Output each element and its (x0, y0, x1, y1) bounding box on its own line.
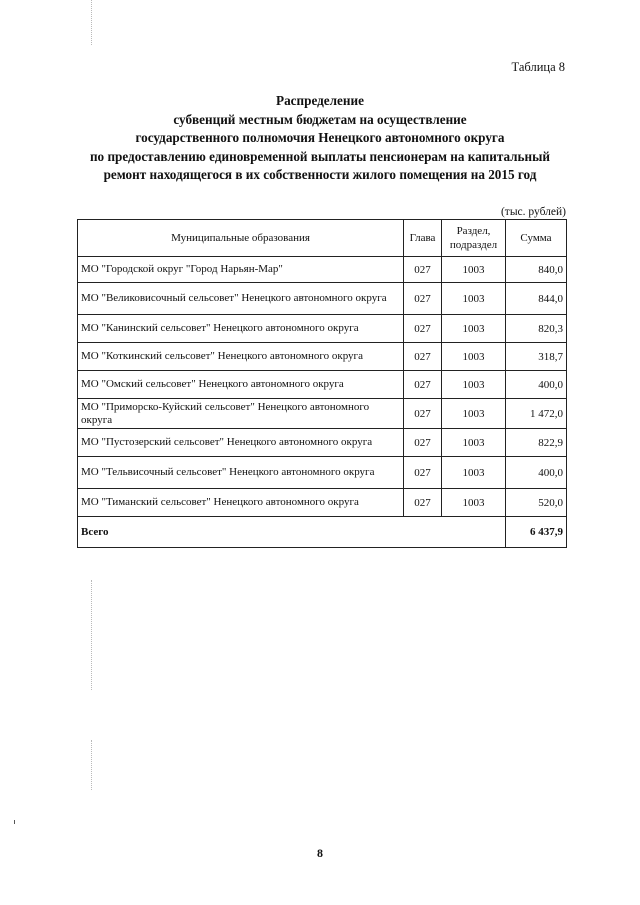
title-line: государственного полномочия Ненецкого автономного округа (135, 130, 505, 145)
cell-sum: 1 472,0 (506, 399, 567, 429)
cell-municipality: МО "Городской округ "Город Нарьян-Мар" (78, 257, 404, 283)
cell-municipality: МО "Канинский сельсовет" Ненецкого автономного округа (78, 315, 404, 343)
cell-section: 1003 (442, 457, 506, 489)
cell-municipality: МО "Коткинский сельсовет" Ненецкого автономного округа (78, 343, 404, 371)
cell-municipality: МО "Омский сельсовет" Ненецкого автономного округа (78, 371, 404, 399)
cell-municipality: МО "Тиманский сельсовет" Ненецкого автономного округа (78, 489, 404, 517)
cell-section: 1003 (442, 257, 506, 283)
page-number: 8 (317, 846, 323, 860)
cell-sum: 840,0 (506, 257, 567, 283)
table-row (78, 457, 567, 489)
cell-section: 1003 (442, 489, 506, 517)
cell-section: 1003 (442, 399, 506, 429)
cell-sum: 400,0 (506, 371, 567, 399)
title-line: Распределение (276, 93, 364, 108)
cell-section: 1003 (442, 315, 506, 343)
scan-margin-line-middle (91, 580, 92, 690)
cell-chapter: 027 (404, 257, 442, 283)
document-title (60, 92, 580, 185)
title-line: субвенций местным бюджетам на осуществление (173, 111, 467, 127)
cell-chapter: 027 (404, 343, 442, 371)
cell-sum: 318,7 (506, 343, 567, 371)
table-row (78, 343, 567, 371)
cell-chapter: 027 (404, 489, 442, 517)
cell-sum: 820,3 (506, 315, 567, 343)
cell-chapter: 027 (404, 429, 442, 457)
table-row (78, 399, 567, 429)
cell-sum: 400,0 (506, 457, 567, 489)
cell-chapter: 027 (404, 315, 442, 343)
header-section-line2: подраздел (449, 239, 498, 251)
table-row (78, 257, 567, 283)
table-row (78, 315, 567, 343)
cell-sum: 520,0 (506, 489, 567, 517)
cell-chapter: 027 (404, 283, 442, 315)
title-line: по предоставлению единовременной выплаты пенсионерам на капитальный (89, 148, 551, 164)
cell-section: 1003 (442, 371, 506, 399)
total-label: Всего (78, 517, 506, 548)
header-chapter: Глава (404, 220, 442, 257)
cell-chapter: 027 (404, 371, 442, 399)
title-line: ремонт находящегося в их собственности жилого помещения на 2015 год (103, 167, 537, 182)
cell-municipality: МО "Тельвисочный сельсовет" Ненецкого автономного округа (78, 457, 404, 489)
scan-margin-line-bottom (91, 740, 92, 790)
cell-sum: 844,0 (506, 283, 567, 315)
header-sum: Сумма (506, 220, 567, 257)
total-row (78, 517, 567, 548)
scan-mark (14, 820, 15, 824)
cell-municipality: МО "Великовисочный сельсовет" Ненецкого автономного округа (78, 283, 404, 315)
cell-chapter: 027 (404, 457, 442, 489)
table-label: Таблица 8 (511, 60, 565, 74)
header-section (442, 220, 506, 257)
table-row (78, 429, 567, 457)
cell-chapter: 027 (404, 399, 442, 429)
cell-section: 1003 (442, 429, 506, 457)
table-header-row (78, 220, 567, 257)
scan-margin-line-top (91, 0, 92, 45)
total-sum: 6 437,9 (506, 517, 567, 548)
units-label: (тыс. рублей) (500, 206, 566, 218)
table-row (78, 283, 567, 315)
table-row (78, 371, 567, 399)
cell-sum: 822,9 (506, 429, 567, 457)
subsidy-table (77, 219, 567, 548)
table-row (78, 489, 567, 517)
cell-section: 1003 (442, 343, 506, 371)
header-municipality: Муниципальные образования (78, 220, 404, 257)
header-section-line1: Раздел, (456, 225, 491, 237)
cell-municipality: МО "Приморско-Куйский сельсовет" Ненецкого автономного округа (78, 399, 404, 429)
cell-section: 1003 (442, 283, 506, 315)
cell-municipality: МО "Пустозерский сельсовет" Ненецкого автономного округа (78, 429, 404, 457)
